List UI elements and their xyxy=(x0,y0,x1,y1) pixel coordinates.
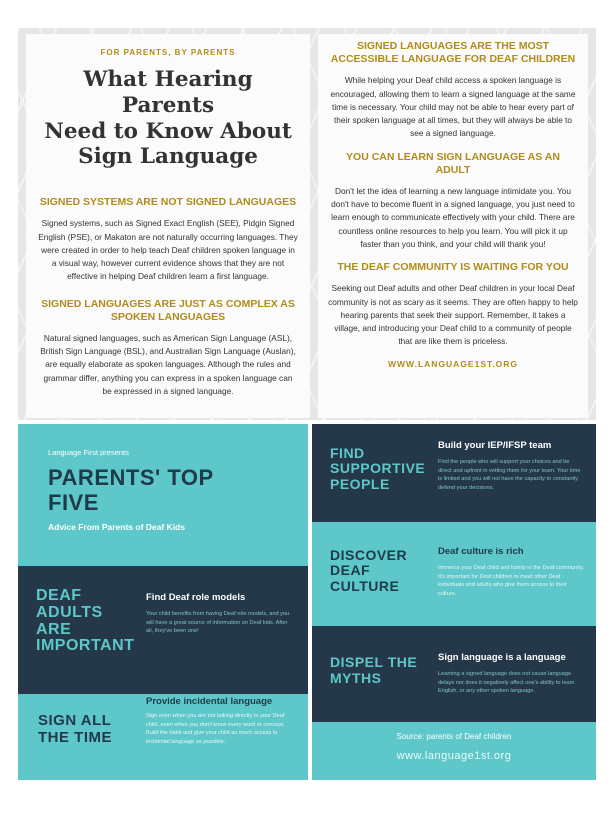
tip-big-line: SIGN ALL xyxy=(38,712,112,729)
tip-big-line: MYTHS xyxy=(330,670,382,687)
section-complex-languages xyxy=(38,298,298,399)
poster-title-line: Need to Know About xyxy=(44,118,292,144)
section-most-accessible xyxy=(328,40,578,141)
tip-big-line: FIND xyxy=(330,445,365,461)
tip-big-line: ARE xyxy=(36,620,72,638)
top-left-card xyxy=(26,34,310,418)
tip-title: Provide incidental language xyxy=(146,696,273,707)
tip-big-heading xyxy=(330,446,425,492)
poster-title-line: What Hearing Parents xyxy=(83,67,253,118)
tip-band-supportive-people xyxy=(312,424,596,522)
tip-big-line: DISPEL THE xyxy=(330,654,418,670)
section-signed-systems xyxy=(38,196,298,283)
tip-band-sign-all-the-time xyxy=(18,694,308,780)
top-five-header xyxy=(18,424,308,566)
tip-big-line: CULTURE xyxy=(330,577,400,594)
tip-big-line: SUPPORTIVE xyxy=(330,460,426,477)
tip-body: Sign even when you are not talking directly to your Deaf child, even when you don't know every word or concept. Build the habit and give your child as much access to incidental language as possible. xyxy=(146,713,285,745)
tip-title: Deaf culture is rich xyxy=(438,546,524,557)
section-body: Signed systems, such as Signed Exact English (SEE), Pidgin Signed English (PSE), or Makaton are not naturally occurring languages. They were created in order to help teach Deaf children spoken language in a visual way, however current evidence shows that they are not effective in helping Deaf children learn a first language. xyxy=(38,218,298,282)
top-five-subtitle: Advice From Parents of Deaf Kids xyxy=(48,521,185,532)
top-right-card xyxy=(318,34,588,418)
section-deaf-community xyxy=(328,261,578,348)
poster-kicker: FOR PARENTS, BY PARENTS xyxy=(100,48,236,57)
tip-big-line: ADULTS xyxy=(36,603,103,621)
tip-big-line: DEAF xyxy=(36,587,82,604)
tip-big-heading xyxy=(36,588,134,655)
tip-big-line: THE TIME xyxy=(38,729,112,747)
poster-url: WWW.LANGUAGE1ST.ORG xyxy=(388,358,518,369)
tip-big-heading xyxy=(330,548,407,594)
tip-big-line: DISCOVER xyxy=(330,547,408,563)
presents-line: Language First presents xyxy=(48,448,129,457)
section-heading: SIGNED LANGUAGES ARE JUST AS COMPLEX AS SPOKEN LANGUAGES xyxy=(41,297,295,323)
poster-url-teal: www.language1st.org xyxy=(396,750,512,762)
section-body: While helping your Deaf child access a spoken language is encouraged, allowing them to learn a signed language at the same time is necessary. Your child may not be able to hear every part of their spoken language at all times, but they will always be able to see a signed language. xyxy=(330,75,576,139)
tip-big-heading xyxy=(38,712,112,747)
section-body: Don't let the idea of learning a new language intimidate you. You don't have to become fluent in a signed language, you just need to learn enough to communicate effectively with your child. There are countless online resources to help you learn. You will pick it up faster than you think, and your child will thank you! xyxy=(331,185,575,249)
section-body: Seeking out Deaf adults and other Deaf children in your local Deaf community is not as scary as it seems. They are often happy to help hearing parents that seek their support. Remember, it takes a village, and introducing your Deaf child to a community of people that are like them is priceless. xyxy=(328,283,578,347)
top-five-title-line: FIVE xyxy=(48,490,99,516)
tip-body: Your child benefits from having Deaf role models, and you will have a great source of information on Deaf kids. After all, they've been one! xyxy=(146,611,290,635)
tip-title: Sign language is a language xyxy=(438,652,566,663)
poster-title xyxy=(38,67,298,170)
top-five-poster-left xyxy=(18,424,308,780)
tip-big-line: IMPORTANT xyxy=(36,637,135,655)
section-heading: THE DEAF COMMUNITY IS WAITING FOR YOU xyxy=(337,261,569,274)
tip-big-line: DEAF xyxy=(330,562,371,579)
top-five-poster-right xyxy=(312,424,596,780)
tip-big-line: PEOPLE xyxy=(330,475,390,492)
section-heading: SIGNED SYSTEMS ARE NOT SIGNED LANGUAGES xyxy=(39,196,297,209)
section-learn-as-adult xyxy=(328,151,578,252)
section-body: Natural signed languages, such as American Sign Language (ASL), British Sign Language (BSL), and Australian Sign Language (Auslan), are equally elaborate as spoken languages. Although the rules and grammar differ, anything you can express in a spoken language can be expressed in a signed language. xyxy=(40,332,296,396)
section-heading: YOU CAN LEARN SIGN LANGUAGE AS AN ADULT xyxy=(346,150,560,176)
tip-band-deaf-adults xyxy=(18,566,308,694)
tip-big-heading xyxy=(330,654,417,686)
source-note: Source: parents of Deaf children xyxy=(396,732,512,741)
top-five-title-line: PARENTS' TOP xyxy=(48,465,214,490)
tip-title: Find Deaf role models xyxy=(146,592,246,603)
tip-body: Learning a signed language does not cause language delays nor does it negatively affect one's ability to learn English, or any other spoken language. xyxy=(438,671,575,695)
top-poster xyxy=(18,28,596,420)
tip-body: Find the people who will support your choices and be direct and upfront in vetting them for your team. Your time is limited and you will not have the capacity to constantly defend your decisions. xyxy=(438,459,581,491)
tip-band-dispel-myths xyxy=(312,626,596,722)
tip-band-deaf-culture xyxy=(312,522,596,626)
section-heading: SIGNED LANGUAGES ARE THE MOST ACCESSIBLE LANGUAGE FOR DEAF CHILDREN xyxy=(330,40,576,66)
tip-title: Build your IEP/IFSP team xyxy=(438,440,552,451)
tip-body: Immerse your Deaf child and family in the Deaf community. It's important for Deaf children to meet other Deaf individuals and adults who give them access to their culture. xyxy=(438,565,585,597)
top-five-title xyxy=(48,465,308,516)
poster-title-line: Sign Language xyxy=(78,144,258,170)
